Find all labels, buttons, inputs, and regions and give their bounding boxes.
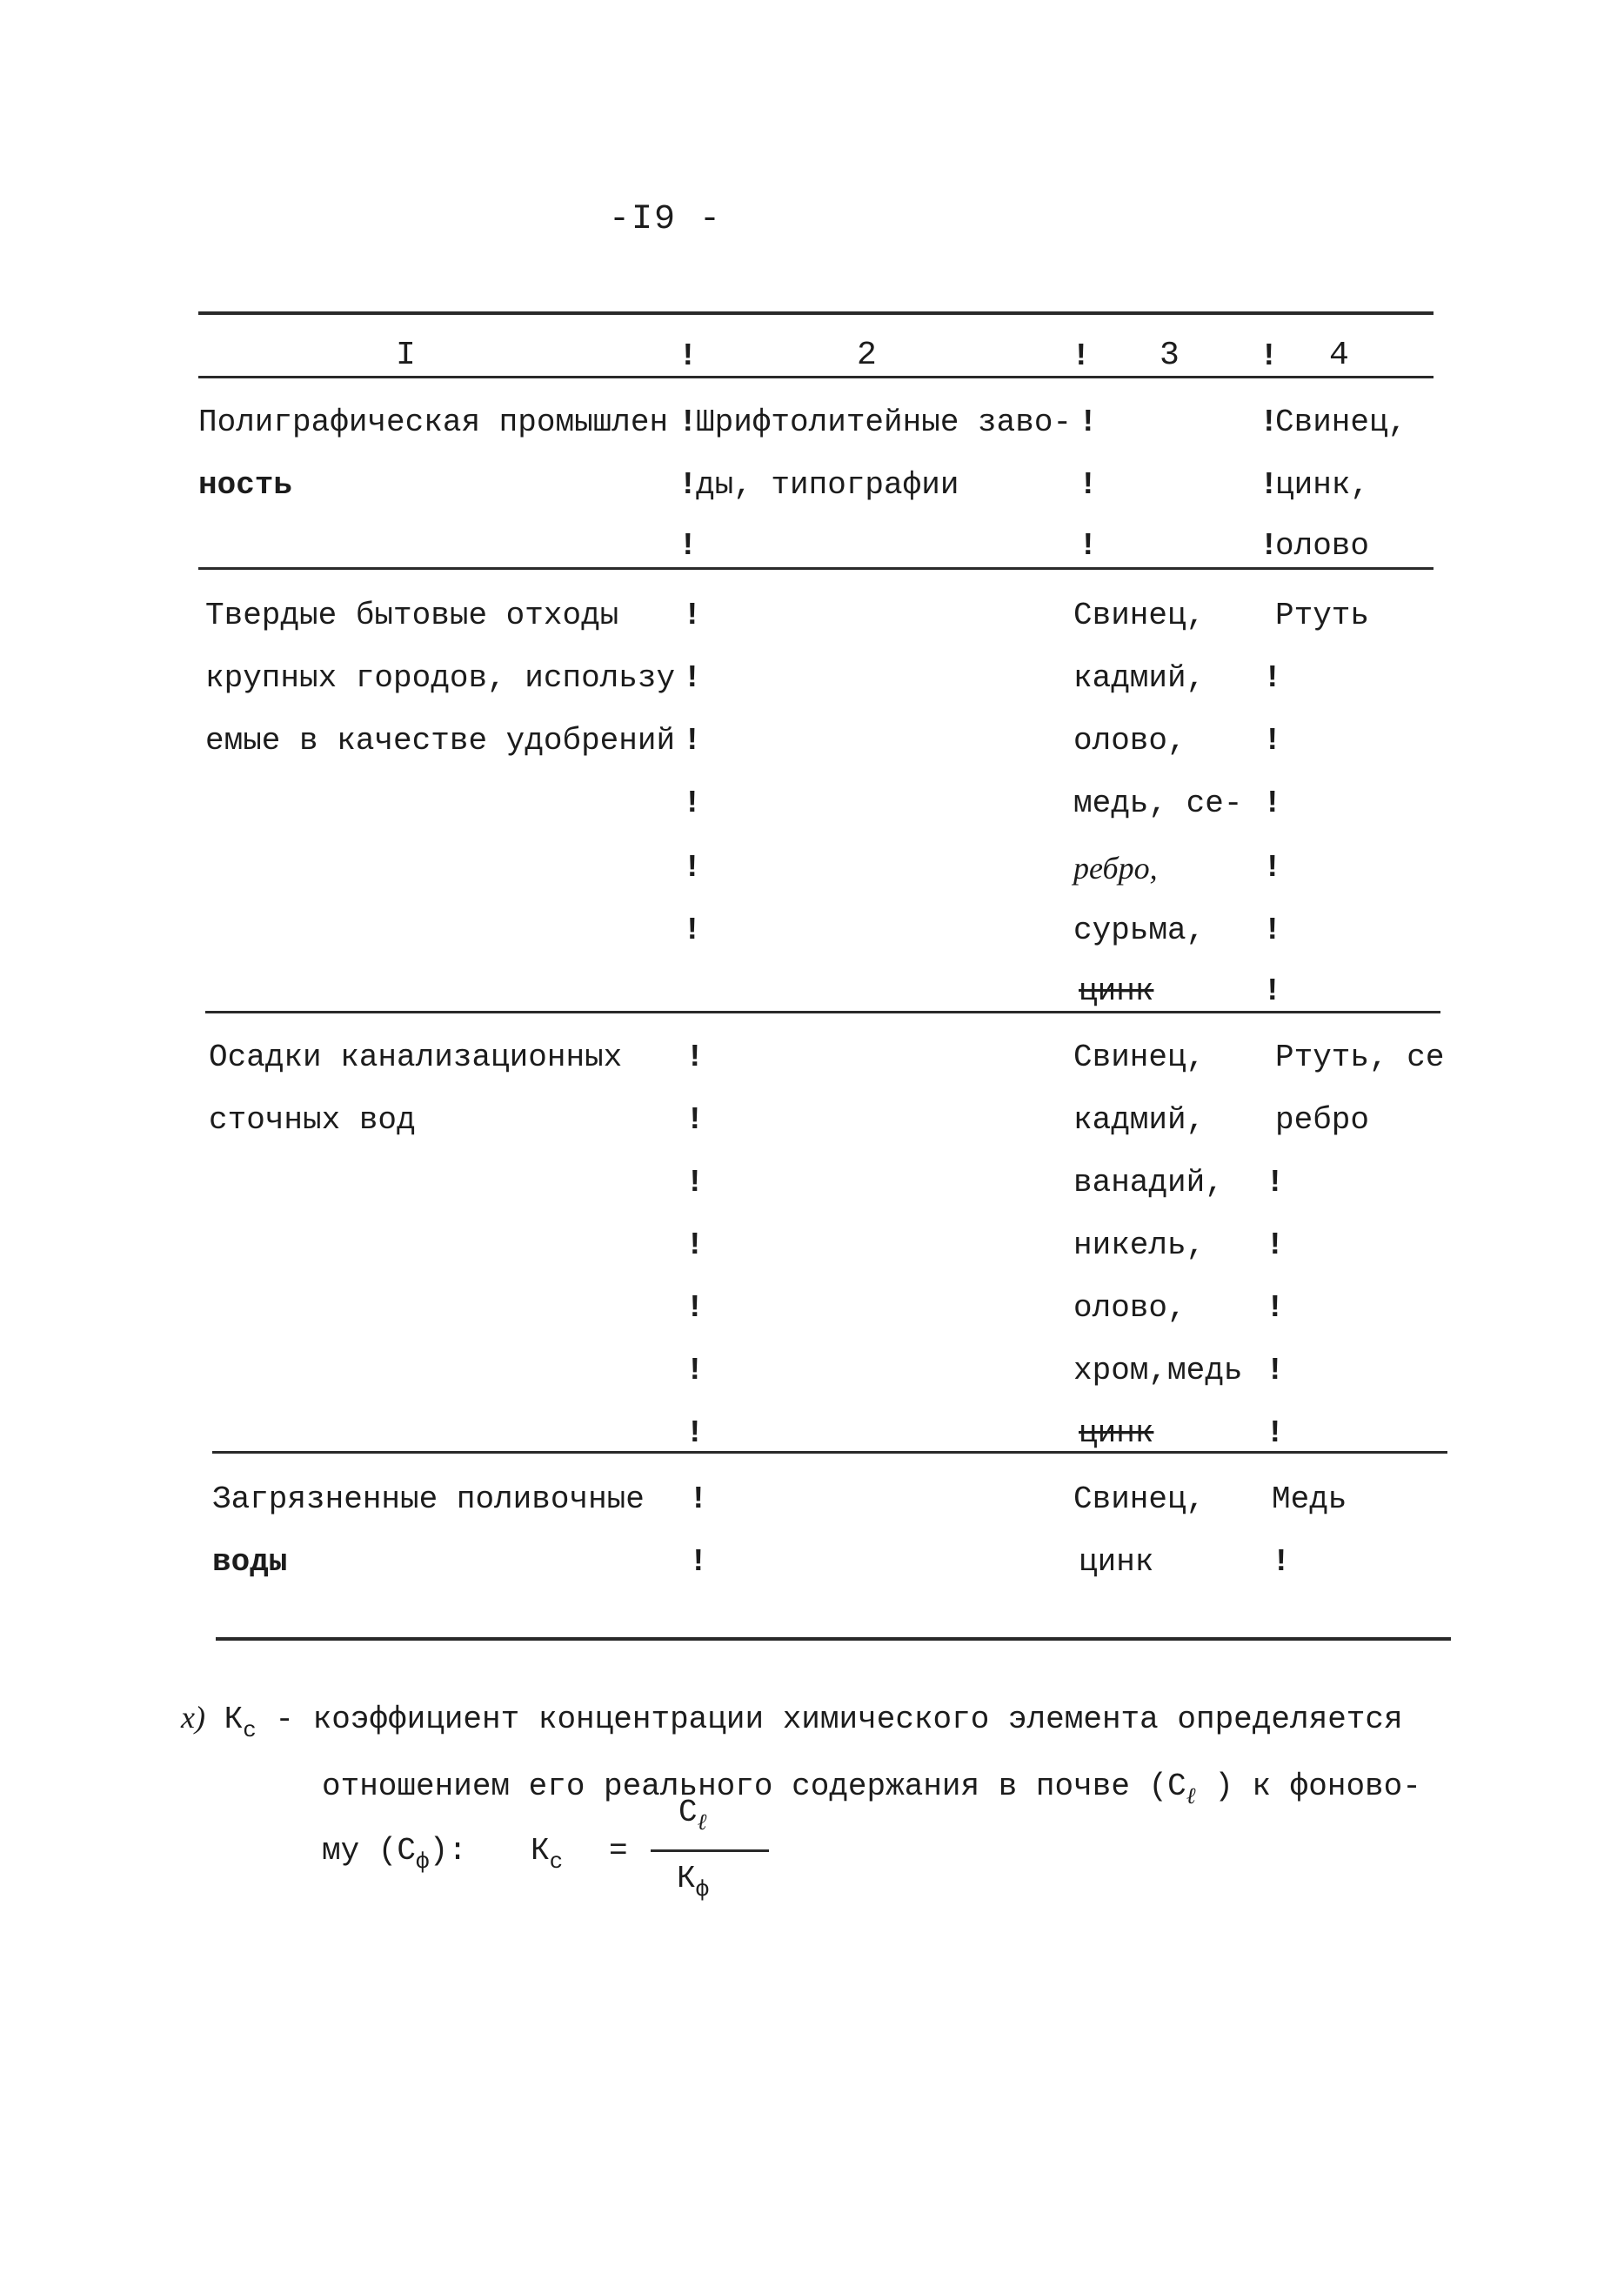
column-separator: !	[1272, 1544, 1291, 1580]
row3-col3-line1: Свинец,	[1073, 1040, 1206, 1075]
row3-col3-line6: хром,медь	[1073, 1353, 1243, 1388]
column-separator: !	[1266, 1165, 1285, 1200]
row3-col3-line7: цинк	[1079, 1415, 1154, 1451]
footnote-text-2-end: ) к фоново-	[1195, 1769, 1421, 1804]
denominator-sub: ф	[695, 1876, 710, 1902]
column-separator: !	[685, 1227, 705, 1263]
row2-col4-line1: Ртуть	[1275, 598, 1370, 633]
row4-col4-line1: Медь	[1272, 1481, 1347, 1517]
column-separator: !	[1260, 405, 1279, 440]
row1-col2-line2: ды, типографии	[696, 467, 959, 503]
row-divider	[205, 1011, 1440, 1013]
column-separator: !	[678, 528, 698, 564]
header-bottom-rule	[198, 376, 1434, 378]
row2-col3-line7: цинк	[1079, 973, 1154, 1009]
row1-col1-line2: ность	[198, 467, 293, 503]
footnote-symbol: К	[224, 1702, 244, 1737]
column-separator: !	[1263, 973, 1282, 1009]
column-separator: !	[1266, 1353, 1285, 1388]
header-col-4: 4	[1329, 337, 1349, 374]
column-separator: !	[1263, 850, 1282, 886]
row4-col1-line1: Загрязненные поливочные	[212, 1481, 645, 1517]
page-number: -I9 -	[609, 200, 723, 239]
row2-col1-line2: крупных городов, использу	[205, 660, 676, 696]
row1-col2-line1: Шрифтолитейные заво-	[696, 405, 1073, 440]
table-bottom-rule	[216, 1637, 1451, 1641]
row1-col4-line3: олово	[1275, 528, 1370, 564]
column-separator: !	[1079, 405, 1098, 440]
footnote-symbol-sub: с	[243, 1717, 257, 1743]
row3-col4-line2: ребро	[1275, 1102, 1370, 1138]
column-separator: !	[1072, 338, 1091, 374]
header-col-2: 2	[857, 337, 877, 374]
denominator-symbol: К	[677, 1861, 696, 1896]
row-divider	[212, 1451, 1447, 1454]
formula-numerator	[678, 1795, 707, 1835]
column-separator: !	[689, 1481, 708, 1517]
column-separator: !	[683, 850, 702, 886]
column-separator: !	[1260, 528, 1279, 564]
footnote-line-1	[181, 1700, 1403, 1743]
formula-lhs-sub: с	[549, 1849, 564, 1875]
column-separator: !	[689, 1544, 708, 1580]
fraction-line	[651, 1849, 769, 1852]
formula-lhs	[531, 1833, 564, 1875]
footnote-text-3-sub: ф	[416, 1849, 430, 1875]
footnote-text-1: - коэффициент концентрации химического элемента определяется	[256, 1702, 1403, 1737]
row2-col3-line1: Свинец,	[1073, 598, 1206, 633]
footnote-text-2-sub: ℓ	[1186, 1783, 1196, 1809]
footnote-text-3: му (С	[322, 1833, 417, 1869]
column-separator: !	[1266, 1415, 1285, 1451]
numerator-symbol: С	[678, 1795, 698, 1830]
row3-col3-line2: кадмий,	[1073, 1102, 1206, 1138]
column-separator: !	[1263, 786, 1282, 821]
column-separator: !	[1263, 723, 1282, 759]
column-separator: !	[1079, 467, 1098, 503]
column-separator: !	[678, 338, 698, 374]
header-col-1: I	[396, 337, 416, 374]
column-separator: !	[685, 1165, 705, 1200]
row3-col1-line1: Осадки канализационных	[209, 1040, 623, 1075]
row2-col3-line2: кадмий,	[1073, 660, 1206, 696]
row3-col3-line4: никель,	[1073, 1227, 1206, 1263]
column-separator: !	[1266, 1227, 1285, 1263]
column-separator: !	[683, 913, 702, 948]
row3-col4-line1: Ртуть, се	[1275, 1040, 1445, 1075]
formula-equals: =	[609, 1833, 628, 1869]
row2-col3-line3: олово,	[1073, 723, 1186, 759]
column-separator: !	[1079, 528, 1098, 564]
column-separator: !	[683, 598, 702, 633]
column-separator: !	[1260, 467, 1279, 503]
row2-col3-line5: ребро,	[1073, 851, 1158, 886]
row-divider	[198, 567, 1434, 570]
row2-col3-line4: медь, се-	[1073, 786, 1243, 821]
row1-col4-line2: цинк,	[1275, 467, 1370, 503]
column-separator: !	[683, 660, 702, 696]
footnote-marker: х)	[181, 1700, 205, 1735]
row2-col3-line6: сурьма,	[1073, 913, 1206, 948]
formula-denominator	[677, 1861, 710, 1902]
row2-col1-line3: емые в качестве удобрений	[205, 723, 676, 759]
column-separator: !	[685, 1102, 705, 1138]
row4-col1-line2: воды	[212, 1544, 288, 1580]
footnote-line-2	[322, 1769, 1421, 1809]
column-separator: !	[1263, 660, 1282, 696]
numerator-sub: ℓ	[697, 1809, 707, 1835]
row3-col3-line3: ванадий,	[1073, 1165, 1224, 1200]
column-separator: !	[678, 405, 698, 440]
row3-col3-line5: олово,	[1073, 1290, 1186, 1326]
footnote-text-2: отношением его реального содержания в почве (С	[322, 1769, 1186, 1804]
column-separator: !	[1260, 338, 1279, 374]
column-separator: !	[685, 1040, 705, 1075]
row2-col1-line1: Твердые бытовые отходы	[205, 598, 619, 633]
column-separator: !	[685, 1353, 705, 1388]
column-separator: !	[1263, 913, 1282, 948]
row1-col1-line1: Полиграфическая промышлен	[198, 405, 669, 440]
footnote-text-3-mid: ):	[429, 1833, 467, 1869]
row4-col3-line1: Свинец,	[1073, 1481, 1206, 1517]
row3-col1-line2: сточных вод	[209, 1102, 416, 1138]
column-separator: !	[1266, 1290, 1285, 1326]
column-separator: !	[685, 1415, 705, 1451]
column-separator: !	[683, 723, 702, 759]
column-separator: !	[685, 1290, 705, 1326]
footnote-line-3	[322, 1833, 467, 1875]
row4-col3-line2: цинк	[1079, 1544, 1154, 1580]
row1-col4-line1: Свинец,	[1275, 405, 1407, 440]
table-top-rule	[198, 311, 1434, 315]
header-col-3: 3	[1160, 337, 1180, 374]
formula-lhs-symbol: К	[531, 1833, 550, 1869]
column-separator: !	[683, 786, 702, 821]
column-separator: !	[678, 467, 698, 503]
